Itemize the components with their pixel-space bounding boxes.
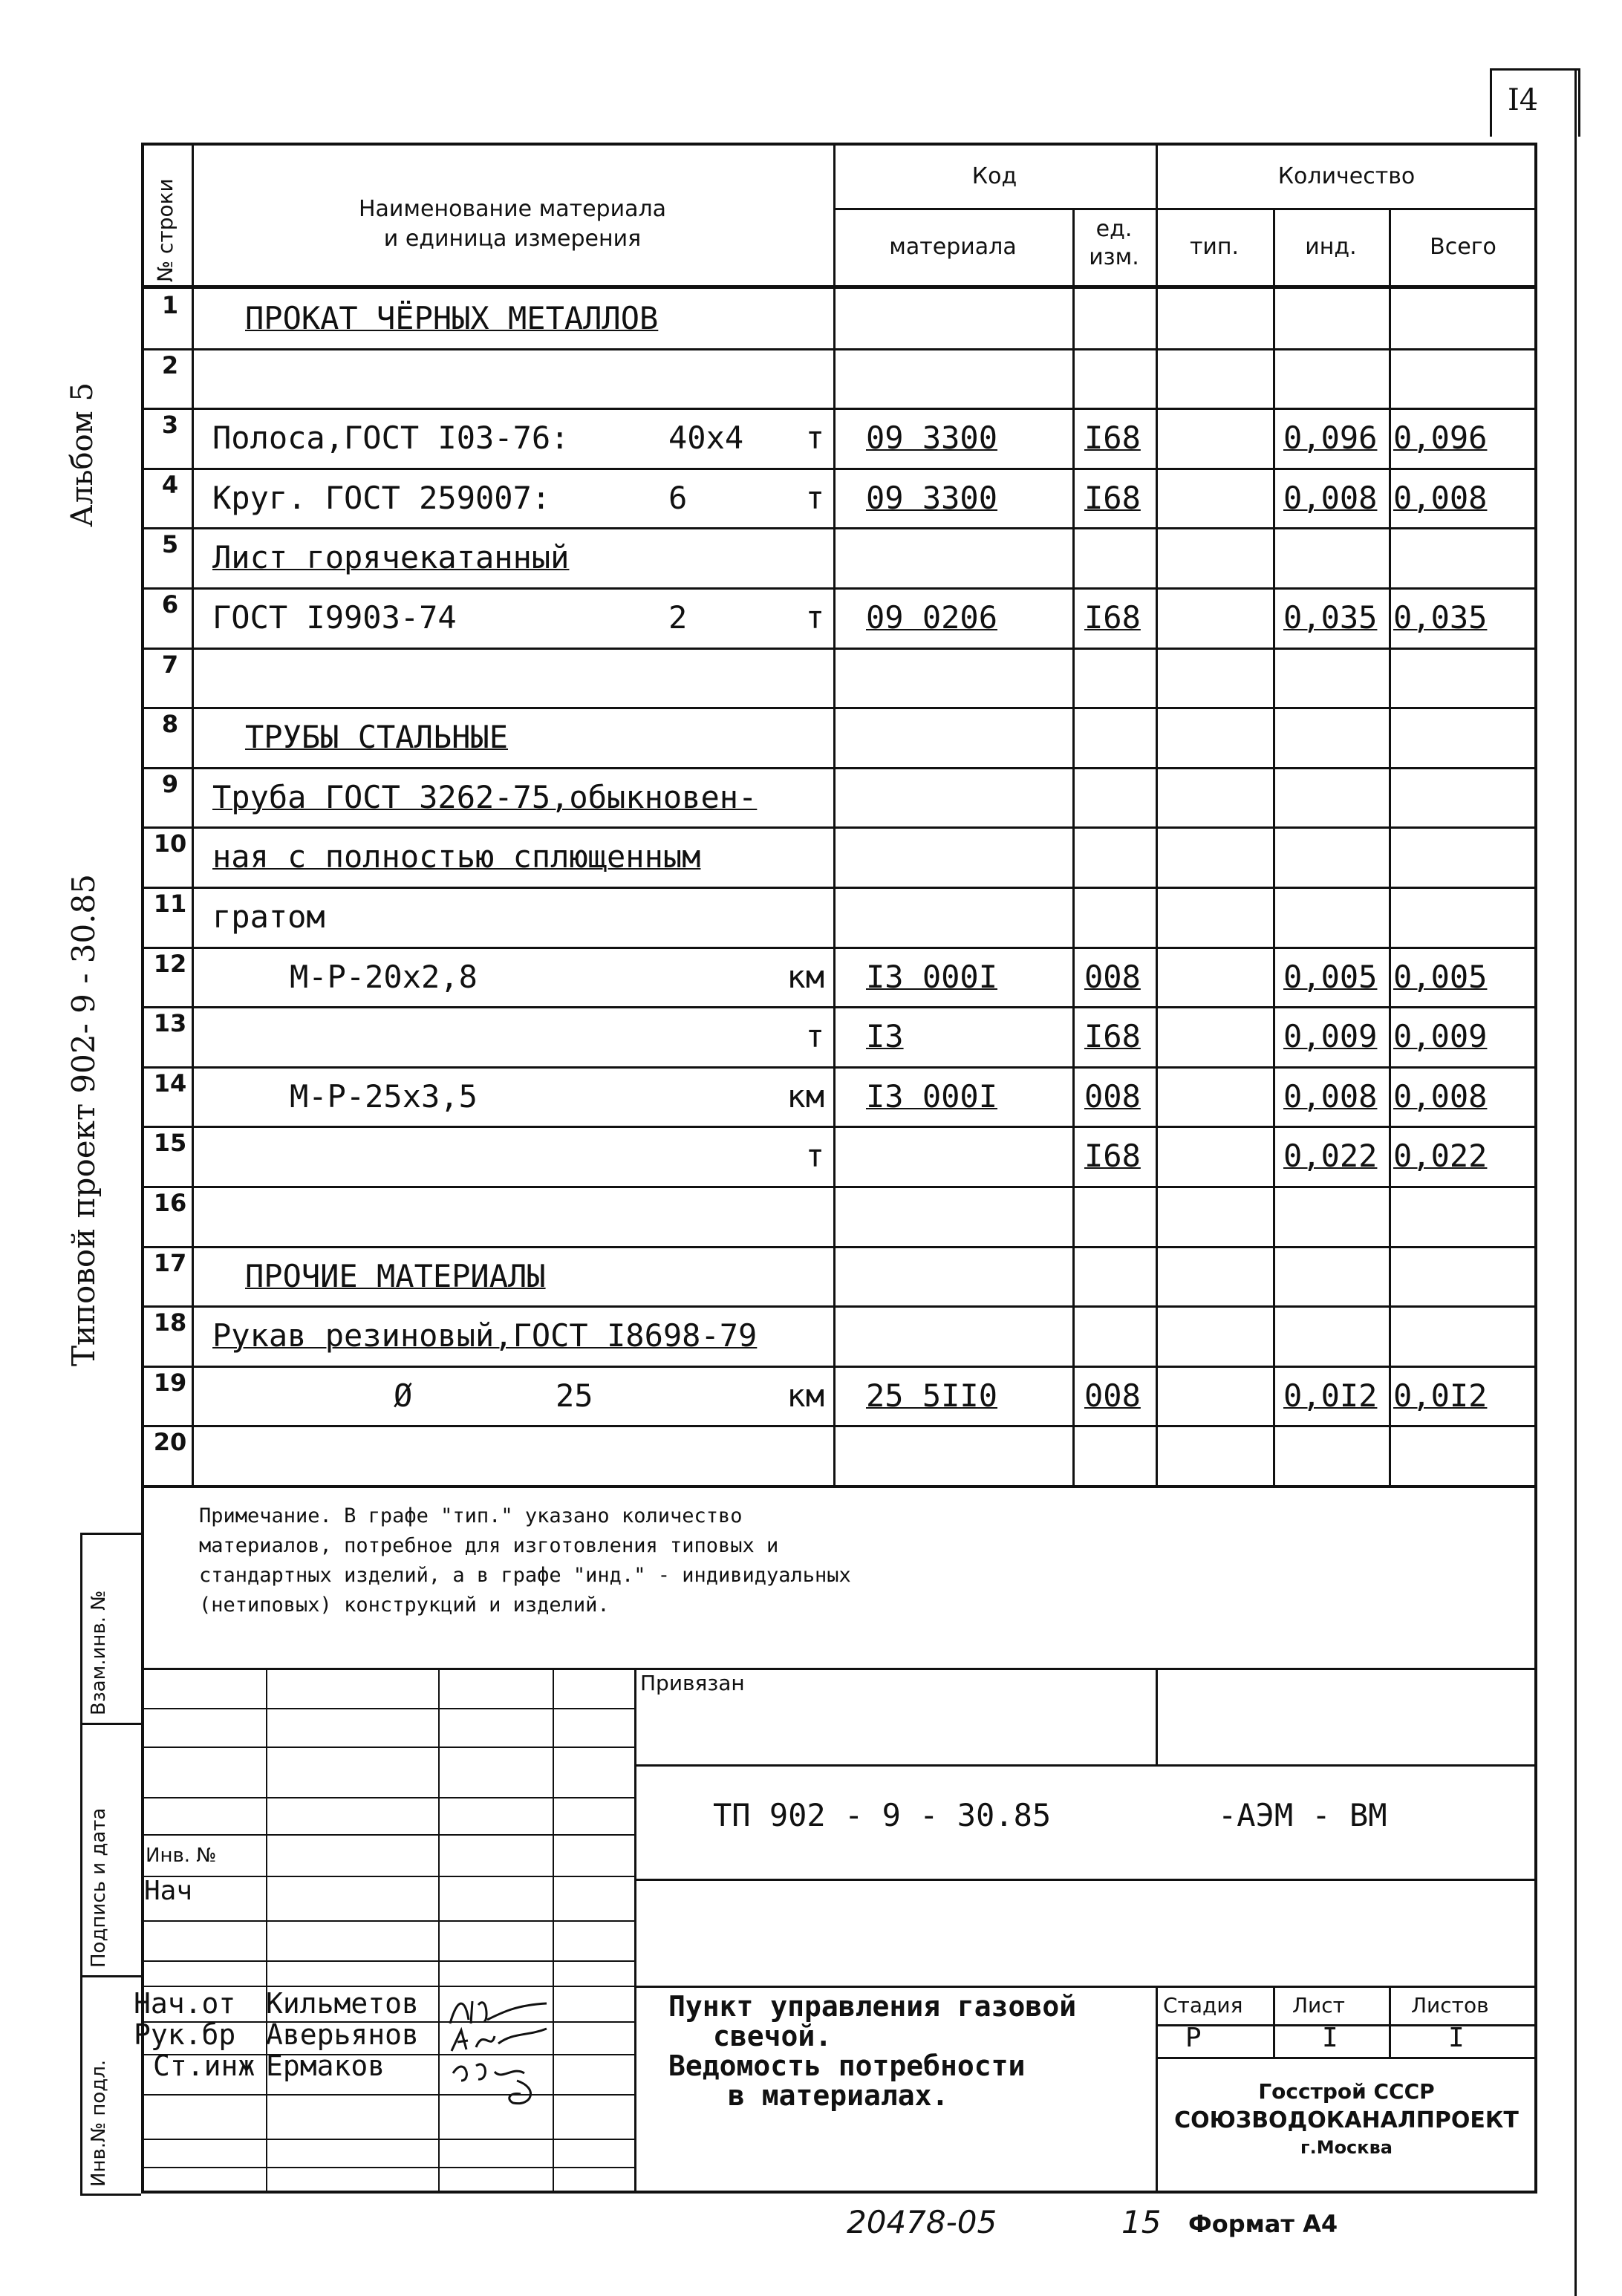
stamp-grid-row — [141, 2167, 634, 2168]
material-code: I3 — [866, 1018, 904, 1055]
signer-name: Кильметов — [266, 1987, 419, 2020]
row-number: 6 — [161, 590, 179, 619]
dimension: 2 — [668, 599, 688, 636]
row-number: 5 — [161, 530, 179, 559]
material-code: 09 0206 — [866, 599, 998, 636]
qty-total: 0,005 — [1393, 958, 1488, 995]
row-line — [141, 408, 1537, 410]
title-line: Ведомость потребности — [668, 2049, 1026, 2082]
unit: км — [786, 1377, 824, 1414]
stamp-grid-row — [141, 1747, 634, 1748]
sheets-label: Листов — [1411, 1993, 1489, 2018]
stamp-line — [1273, 1986, 1275, 2057]
material-code: 09 3300 — [866, 420, 998, 457]
row-number: 12 — [153, 949, 187, 978]
row-number: 8 — [161, 710, 179, 739]
org-line-3: г.Москва — [1300, 2137, 1393, 2158]
stamp-line — [141, 1668, 1537, 1670]
row-line — [141, 887, 1537, 889]
row-line — [141, 1305, 1537, 1308]
row-line — [141, 348, 1537, 350]
qty-ind: 0,0I2 — [1283, 1377, 1378, 1414]
unit: т — [805, 1018, 824, 1055]
row-line — [141, 1425, 1537, 1427]
row-line — [141, 1126, 1537, 1128]
col-line — [833, 143, 836, 1487]
row-line — [141, 1006, 1537, 1008]
table-bottom-line — [141, 1485, 1537, 1488]
row-number: 14 — [153, 1069, 187, 1098]
stamp-line — [634, 1764, 1537, 1767]
material-code: 25 5II0 — [866, 1377, 998, 1414]
col-line — [1389, 208, 1391, 1487]
material-name: Полоса,ГОСТ I03-76: — [212, 420, 570, 457]
unit: км — [786, 958, 824, 995]
header-qty-total: Всего — [1430, 234, 1496, 260]
row-number: 16 — [153, 1189, 187, 1217]
row-number: 1 — [161, 291, 179, 319]
header-bottom-line — [141, 285, 1537, 289]
unit-code: 008 — [1084, 1077, 1141, 1115]
material-name: М-Р-20х2,8 — [290, 958, 478, 995]
qty-ind: 0,035 — [1283, 599, 1378, 636]
title-line: в материалах. — [728, 2079, 949, 2112]
material-name: Круг. ГОСТ 259007: — [212, 479, 551, 516]
col-line — [1273, 208, 1275, 1487]
material-name: ПРОКАТ ЧЁРНЫХ МЕТАЛЛОВ — [245, 300, 659, 336]
header-code-material: материала — [889, 234, 1017, 260]
sheets-value: I — [1448, 2023, 1465, 2053]
qty-total: 0,035 — [1393, 599, 1488, 636]
material-name: ная с полностью сплющенным — [212, 838, 701, 875]
unit: т — [805, 479, 824, 516]
row-line — [141, 947, 1537, 949]
nach-label: Нач — [144, 1876, 193, 1906]
row-number: 2 — [161, 350, 179, 379]
material-name: ПРОЧИЕ МАТЕРИАЛЫ — [245, 1257, 546, 1294]
footer-handwritten: 20478-05 — [847, 2204, 997, 2240]
qty-ind: 0,022 — [1283, 1138, 1378, 1175]
signer-role: Нач.от — [134, 1987, 236, 2020]
row-number: 15 — [153, 1129, 187, 1158]
unit-code: I68 — [1084, 479, 1141, 516]
stub-vzam: Взам.инв. № — [88, 1590, 110, 1715]
stage-value: Р — [1185, 2023, 1202, 2053]
inv-label: Инв. № — [146, 1845, 217, 1867]
qty-total: 0,022 — [1393, 1138, 1488, 1175]
stamp-line — [634, 1668, 636, 2194]
row-number: 17 — [153, 1248, 187, 1277]
header-name: Наименование материала и единица измерения — [358, 196, 667, 252]
signature-ermakov — [443, 2051, 554, 2110]
qty-total: 0,0I2 — [1393, 1377, 1488, 1414]
row-line — [141, 587, 1537, 590]
header-qty-typ: тип. — [1189, 234, 1240, 260]
material-code: I3 000I — [866, 1077, 998, 1115]
header-row-no: № строки — [153, 178, 177, 282]
row-line — [141, 648, 1537, 650]
page-number: I4 — [1508, 83, 1539, 117]
row-line — [141, 1186, 1537, 1188]
dimension: 6 — [668, 479, 688, 516]
col-line — [1156, 143, 1158, 1487]
sheet-label: Лист — [1292, 1993, 1345, 2018]
stamp-grid-row — [141, 2139, 634, 2140]
unit-code: I68 — [1084, 599, 1141, 636]
stage-label: Стадия — [1163, 1993, 1243, 2018]
dimension: 25 — [556, 1377, 593, 1414]
header-code-group: Код — [971, 163, 1017, 189]
stamp-line — [634, 1879, 1537, 1881]
note-text: Примечание. В графе "тип." указано количество материалов, потребное для изготовления типовых и стандартных изделий, а в графе "инд." - индивидуальных (нетиповых) конструкций и изделий. — [199, 1504, 851, 1617]
header-qty-ind: инд. — [1305, 234, 1357, 260]
material-code: I3 000I — [866, 958, 998, 995]
qty-ind: 0,096 — [1283, 420, 1378, 457]
material-name: М-Р-25х3,5 — [290, 1077, 478, 1115]
stub-line — [80, 1533, 82, 2194]
stamp-grid-row — [141, 1960, 634, 1962]
signer-role: Ст.инж — [153, 2049, 255, 2082]
stamp-line — [1389, 1986, 1391, 2057]
org-line-1: Госстрой СССР — [1258, 2079, 1435, 2104]
stamp-grid-row — [141, 2094, 634, 2096]
signer-role: Рук.бр — [134, 2018, 236, 2051]
signer-name: Ермаков — [266, 2049, 385, 2082]
stamp-line — [1156, 2057, 1537, 2059]
row-number: 20 — [153, 1428, 187, 1457]
material-name: Лист горячекатанный — [212, 539, 570, 576]
stamp-line — [634, 1986, 1537, 1988]
header-code-unit: ед. изм. — [1089, 216, 1139, 270]
row-number: 18 — [153, 1308, 187, 1337]
material-name: ТРУБЫ СТАЛЬНЫЕ — [245, 719, 509, 756]
org-line-2: СОЮЗВОДОКАНАЛПРОЕКТ — [1174, 2107, 1519, 2133]
right-edge — [1574, 68, 1577, 2296]
row-number: 13 — [153, 1009, 187, 1038]
qty-ind: 0,009 — [1283, 1018, 1378, 1055]
material-name: Ø — [394, 1377, 413, 1414]
material-name: гратом — [212, 898, 325, 935]
footer-format: Формат А4 — [1188, 2210, 1338, 2238]
row-number: 3 — [161, 411, 179, 440]
col-line — [192, 143, 194, 1487]
qty-total: 0,009 — [1393, 1018, 1488, 1055]
material-name: Рукав резиновый,ГОСТ I8698-79 — [212, 1317, 758, 1354]
album-label: Альбом 5 — [65, 382, 100, 527]
project-label: Типовой проект 902- 9 - 30.85 — [65, 874, 102, 1366]
row-number: 4 — [161, 470, 179, 499]
qty-total: 0,008 — [1393, 479, 1488, 516]
sheet-value: I — [1322, 2023, 1338, 2053]
title-line: свечой. — [713, 2020, 833, 2052]
row-line — [141, 707, 1537, 709]
stub-top — [80, 1533, 141, 1535]
header-mid-line — [833, 208, 1537, 210]
row-number: 19 — [153, 1368, 187, 1397]
unit-code: I68 — [1084, 420, 1141, 457]
doc-code-left: ТП 902 - 9 - 30.85 — [713, 1797, 1052, 1833]
title-line: Пункт управления газовой — [668, 1990, 1077, 2023]
header-qty-group: Количество — [1277, 163, 1416, 189]
row-number: 11 — [153, 890, 187, 918]
material-code: 09 3300 — [866, 479, 998, 516]
stamp-grid-row — [141, 1834, 634, 1836]
footer-page: 15 — [1121, 2204, 1162, 2240]
unit-code: 008 — [1084, 1377, 1141, 1414]
stub-podpis: Подпись и дата — [88, 1807, 110, 1968]
material-name: Труба ГОСТ 3262-75,обыкновен- — [212, 778, 758, 815]
row-number: 9 — [161, 769, 179, 798]
row-line — [141, 826, 1537, 829]
signer-name: Аверьянов — [266, 2018, 419, 2051]
unit: т — [805, 599, 824, 636]
row-line — [141, 767, 1537, 769]
unit-code: 008 — [1084, 958, 1141, 995]
dimension: 40х4 — [668, 420, 744, 457]
stamp-grid-row — [141, 1920, 634, 1922]
row-line — [141, 527, 1537, 529]
unit-code: I68 — [1084, 1138, 1141, 1175]
stamp-grid-row — [141, 1797, 634, 1798]
qty-ind: 0,008 — [1283, 479, 1378, 516]
unit: т — [805, 1138, 824, 1175]
row-line — [141, 1066, 1537, 1069]
stamp-grid-row — [141, 1708, 634, 1709]
qty-ind: 0,008 — [1283, 1077, 1378, 1115]
row-line — [141, 1366, 1537, 1368]
qty-total: 0,096 — [1393, 420, 1488, 457]
row-number: 10 — [153, 829, 187, 858]
qty-total: 0,008 — [1393, 1077, 1488, 1115]
stub-sep — [80, 1723, 141, 1725]
unit: км — [786, 1077, 824, 1115]
stub-inv: Инв.№ подл. — [88, 2059, 110, 2187]
stub-sep — [80, 1975, 141, 1977]
unit: т — [805, 420, 824, 457]
row-line — [141, 468, 1537, 470]
stub-bottom — [80, 2194, 141, 2196]
row-number: 7 — [161, 650, 179, 679]
stamp-line — [1156, 2024, 1537, 2026]
row-line — [141, 1246, 1537, 1248]
stamp-line — [1156, 1668, 1158, 1764]
doc-code-right: -АЭМ - ВМ — [1218, 1797, 1387, 1833]
unit-code: I68 — [1084, 1018, 1141, 1055]
material-name: ГОСТ I9903-74 — [212, 599, 457, 636]
stamp-grid-row — [141, 1876, 634, 1877]
privyazan-label: Привязан — [640, 1671, 745, 1695]
qty-ind: 0,005 — [1283, 958, 1378, 995]
col-line — [1072, 208, 1075, 1487]
